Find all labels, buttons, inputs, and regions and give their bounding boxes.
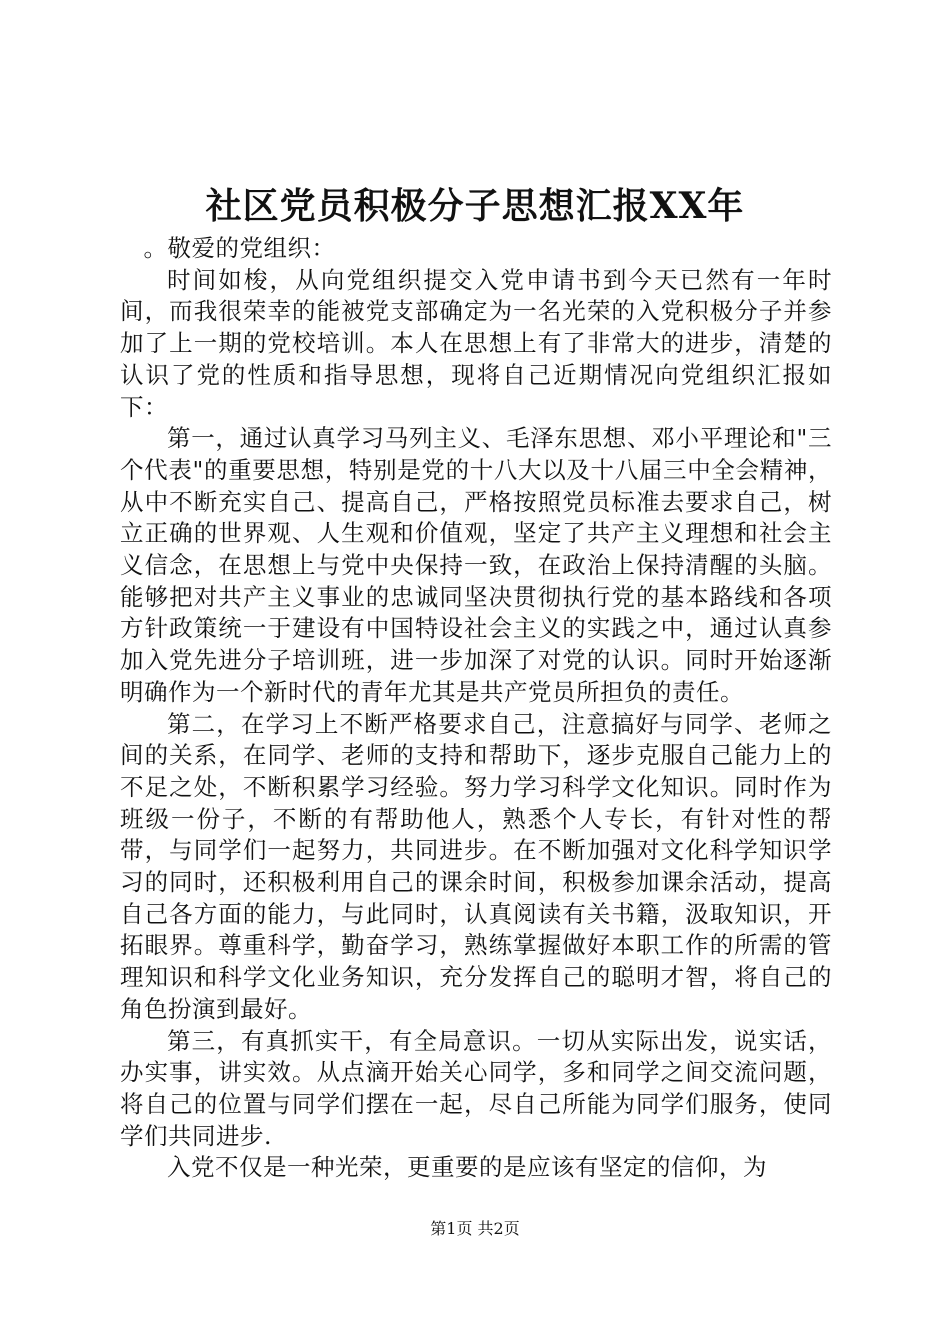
- page-footer: 第1页 共2页: [430, 1219, 520, 1238]
- paragraph-first: 第一，通过认真学习马列主义、毛泽东思想、邓小平理论和"三个代表"的重要思想，特别是党的十八大以及十八届三中全会精神，从中不断充实自己、提高自己，严格按照党员标准去要求自己，树立正确的世界观、人生观和价值观，坚定了共产主义理想和社会主义信念，在思想上与党中央保持一致，在政治上保持清醒的头脑。能够把对共产主义事业的忠诚同坚决贯彻执行党的基本路线和各项方针政策统一于建设有中国特设社会主义的实践之中，通过认真参加入党先进分子培训班，进一步加深了对党的认识。同时开始逐渐明确作为一个新时代的青年尤其是共产党员所担负的责任。: [120, 424, 832, 706]
- paragraph-closing: 入党不仅是一种光荣，更重要的是应该有坚定的信仰，为: [167, 1153, 767, 1182]
- document-body: [120, 233, 832, 1184]
- paragraph-intro: 时间如梭，从向党组织提交入党申请书到今天已然有一年时间，而我很荣幸的能被党支部确定为一名光荣的入党积极分子并参加了上一期的党校培训。本人在思想上有了非常大的进步，清楚的认识了党的性质和指导思想，现将自己近期情况向党组织汇报如下：: [120, 265, 832, 421]
- salutation: 。敬爱的党组织：: [143, 234, 336, 262]
- paragraph-third: 第三，有真抓实干，有全局意识。一切从实际出发，说实话，办实事，讲实效。从点滴开始关心同学，多和同学之间交流问题，将自己的位置与同学们摆在一起，尽自己所能为同学们服务，使同学们共同进步.: [120, 1026, 832, 1150]
- document-title: 社区党员积极分子思想汇报XX年: [205, 185, 745, 227]
- paragraph-second: 第二，在学习上不断严格要求自己，注意搞好与同学、老师之间的关系，在同学、老师的支持和帮助下，逐步克服自己能力上的不足之处，不断积累学习经验。努力学习科学文化知识。同时作为班级一份子，不断的有帮助他人，熟悉个人专长，有针对性的帮带，与同学们一起努力，共同进步。在不断加强对文化科学知识学习的同时，还积极利用自己的课余时间，积极参加课余活动，提高自己各方面的能力，与此同时，认真阅读有关书籍，汲取知识，开拓眼界。尊重科学，勤奋学习，熟练掌握做好本职工作的所需的管理知识和科学文化业务知识，充分发挥自己的聪明才智，将自己的角色扮演到最好。: [120, 709, 832, 1023]
